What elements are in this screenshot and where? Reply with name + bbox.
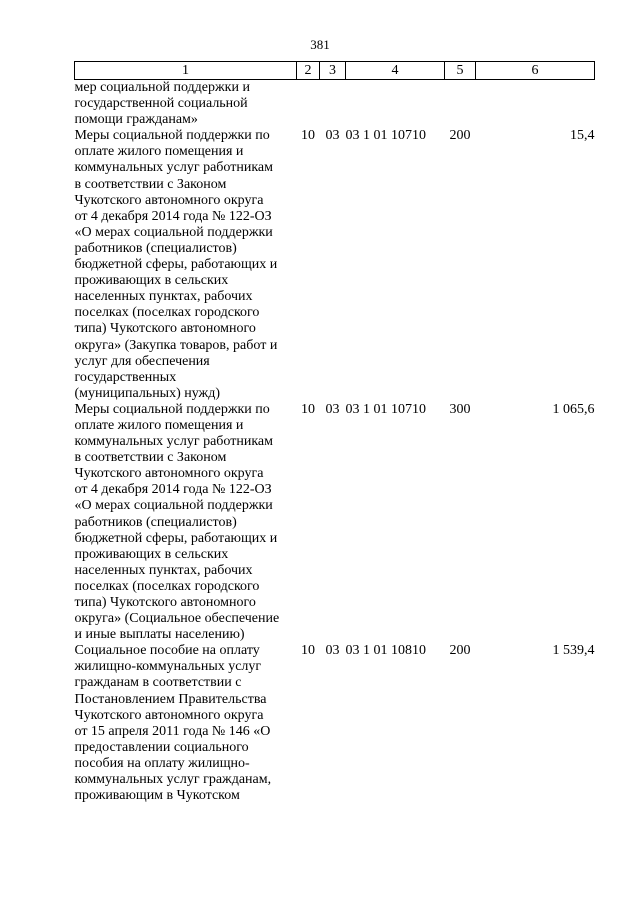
row-amount: 1 065,6 bbox=[552, 401, 595, 417]
continuation-text: мер социальной поддержки и государственной социальной помощи гражданам» bbox=[74, 80, 250, 128]
header-cell-2: 2 bbox=[297, 62, 320, 80]
row-subsection-code: 03 bbox=[325, 128, 340, 144]
row-section-code: 10 bbox=[301, 128, 315, 144]
header-cell-5: 5 bbox=[445, 62, 476, 80]
header-cell-3: 3 bbox=[320, 62, 346, 80]
row-section-code: 10 bbox=[301, 401, 315, 417]
table-row bbox=[75, 643, 595, 804]
header-cell-1: 1 bbox=[75, 62, 297, 80]
row-description-text: Меры социальной поддержки по оплате жилого помещения и коммунальных услуг работникам в соответствии с Законом Чукотского автономного округа от 4 декабря 2014 года № 122-ОЗ «О мерах социальной поддержки работников (специалистов) бюджетной сферы, работающих и проживающих в сельских населенных пунктах, рабочих поселках (поселках городского типа) Чукотского автономного округа» (Социальное обеспечение и иные выплаты населению) bbox=[74, 401, 280, 643]
table-row bbox=[75, 128, 595, 402]
header-cell-4: 4 bbox=[346, 62, 445, 80]
budget-table bbox=[74, 61, 595, 804]
row-subsection-code: 03 bbox=[325, 401, 340, 417]
table-row bbox=[75, 80, 595, 129]
header-cell-6: 6 bbox=[476, 62, 595, 80]
row-subsection-code: 03 bbox=[325, 643, 340, 659]
row-expense-type-code: 300 bbox=[449, 401, 471, 417]
row-description bbox=[75, 128, 297, 402]
row-section-code: 10 bbox=[301, 643, 315, 659]
row-expense-type-code: 200 bbox=[449, 128, 471, 144]
table-row bbox=[75, 402, 595, 643]
row-amount: 15,4 bbox=[570, 128, 595, 144]
row-expense-type-code: 200 bbox=[449, 643, 471, 659]
row-description bbox=[75, 402, 297, 643]
row-amount: 1 539,4 bbox=[552, 643, 595, 659]
row-description-text: Социальное пособие на оплату жилищно-коммунальных услуг гражданам в соответствии с Постановлением Правительства Чукотского автономного округа от 15 апреля 2011 года № 146 «О предоставлении социального пособия на оплату жилищно- коммунальных услуг гражданам, проживающим в Чукотском bbox=[74, 643, 272, 804]
row-target-article-code: 03 1 01 10710 bbox=[345, 401, 426, 417]
row-description bbox=[75, 643, 297, 804]
row-description-text: Меры социальной поддержки по оплате жилого помещения и коммунальных услуг работникам в соответствии с Законом Чукотского автономного округа от 4 декабря 2014 года № 122-ОЗ «О мерах социальной поддержки работников (специалистов) бюджетной сферы, работающих и проживающих в сельских населенных пунктах, рабочих поселках (поселках городского типа) Чукотского автономного округа» (Закупка товаров, работ и услуг для обеспечения государственных (муниципальных) нужд) bbox=[74, 128, 278, 401]
row-target-article-code: 03 1 01 10710 bbox=[345, 128, 426, 144]
table-header bbox=[75, 62, 595, 80]
page-number: 381 bbox=[310, 37, 330, 52]
continuation-description bbox=[75, 80, 297, 129]
row-target-article-code: 03 1 01 10810 bbox=[345, 643, 426, 659]
